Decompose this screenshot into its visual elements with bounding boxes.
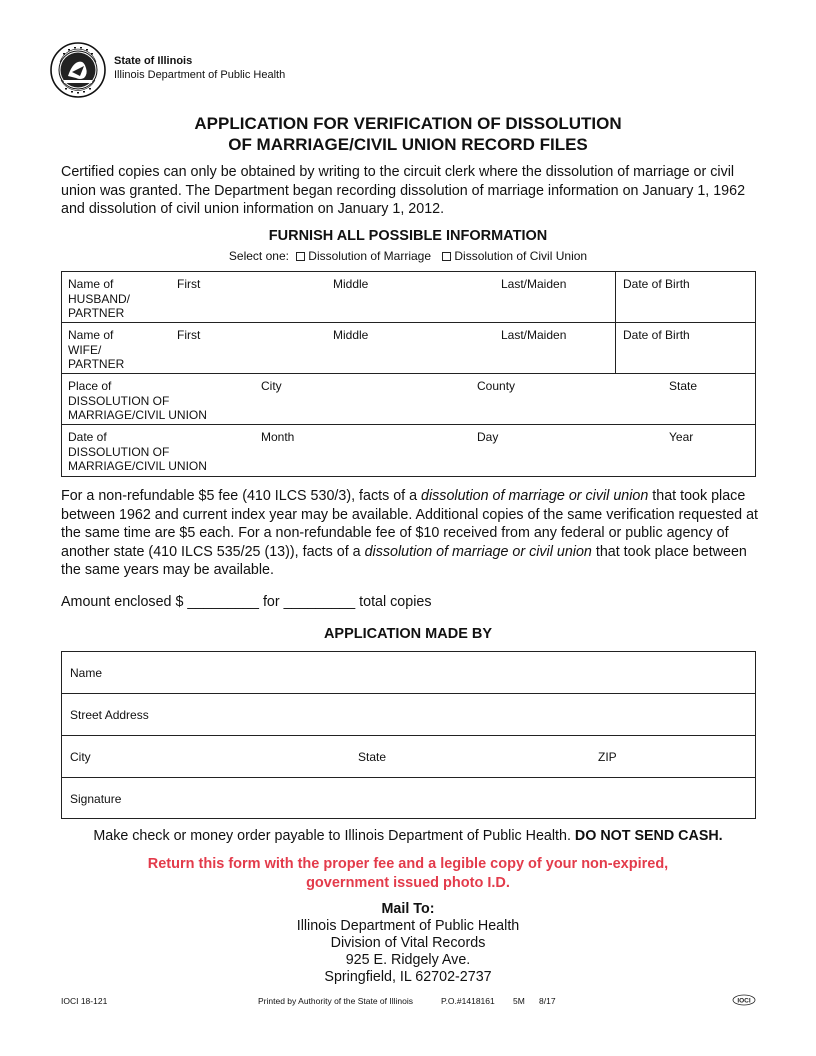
applicant-name-field[interactable] <box>62 652 755 694</box>
dissolution-marriage-label: Dissolution of Marriage <box>308 249 432 263</box>
illinois-seal-icon <box>50 42 106 98</box>
husband-middle-label: Middle <box>333 277 369 291</box>
record-info-table <box>61 271 756 477</box>
form-title-line1: APPLICATION FOR VERIFICATION OF DISSOLUTION <box>194 114 622 133</box>
state-name: State of Illinois <box>114 55 193 67</box>
select-one-label: Select one: <box>228 249 289 263</box>
husband-row[interactable] <box>62 272 755 323</box>
wife-middle-label: Middle <box>333 328 369 342</box>
place-county-label: County <box>477 379 516 393</box>
place-row-label: Place of DISSOLUTION OF MARRIAGE/CIVIL UNION <box>68 379 207 422</box>
applicant-table <box>61 651 756 819</box>
svg-text:IOCI: IOCI <box>737 997 751 1005</box>
wife-first-label: First <box>177 328 201 342</box>
return-notice: Return this form with the proper fee and a legible copy of your non-expired, government issued photo I.D. <box>147 856 669 891</box>
husband-row-label: Name of HUSBAND/ PARTNER <box>68 277 131 320</box>
husband-first-label: First <box>177 277 201 291</box>
department-name: Illinois Department of Public Health <box>114 69 286 81</box>
select-one-row <box>0 249 816 263</box>
applicant-street-field[interactable] <box>62 694 755 736</box>
wife-dob-label: Date of Birth <box>623 328 690 342</box>
applicant-signature-field[interactable] <box>62 778 755 820</box>
husband-last-label: Last/Maiden <box>501 277 567 291</box>
print-date: 8/17 <box>539 996 556 1006</box>
dissolution-civil-union-label: Dissolution of Civil Union <box>454 249 588 263</box>
intro-paragraph: Certified copies can only be obtained by writing to the circuit clerk where the dissolution of marriage or civil union was granted. The Department began recording dissolution of marriage information on January 1, 1962 and dissolution of civil union information on January 1, 2012. <box>61 164 746 217</box>
dissolution-civil-union-checkbox[interactable] <box>442 252 451 261</box>
union-bug-icon <box>732 994 756 1006</box>
applicant-name-label: Name <box>70 666 103 680</box>
furnish-heading: FURNISH ALL POSSIBLE INFORMATION <box>268 228 548 244</box>
print-quantity: 5M <box>513 996 525 1006</box>
date-row-label: Date of DISSOLUTION OF MARRIAGE/CIVIL UNION <box>68 430 207 473</box>
payable-instructions: Make check or money order payable to Illinois Department of Public Health. DO NOT SEND CASH. <box>93 828 723 844</box>
dissolution-marriage-checkbox[interactable] <box>296 252 305 261</box>
po-number: P.O.#1418161 <box>441 996 495 1006</box>
mail-to-title: Mail To: <box>381 901 435 917</box>
agency-header <box>114 54 285 82</box>
application-made-by-heading: APPLICATION MADE BY <box>323 626 493 642</box>
applicant-city-state-zip-field[interactable] <box>62 736 755 778</box>
applicant-signature-label: Signature <box>70 792 122 806</box>
applicant-street-label: Street Address <box>70 708 149 722</box>
date-row[interactable] <box>62 425 755 476</box>
form-title <box>0 113 816 155</box>
applicant-zip-label: ZIP <box>598 750 617 764</box>
husband-dob-label: Date of Birth <box>623 277 690 291</box>
fee-paragraph: For a non-refundable $5 fee (410 ILCS 530/3), facts of a dissolution of marriage or civil union that took place between 1962 and current index year may be available. Additional copies of the same verification requested at the same time are $5 each. For a non-refundable fee of $10 received from any federal or public agency of another state (410 ILCS 535/25 (13)), facts of a dissolution of marriage or civil union that took place between the same years may be available. <box>61 488 759 578</box>
mail-to-address: Mail To: Illinois Department of Public Health Division of Vital Records 925 E. Ridgely Ave. Springfield, IL 62702-2737 <box>0 901 816 986</box>
total-copies-field[interactable]: _________ <box>283 594 356 610</box>
wife-row-label: Name of WIFE/ PARTNER <box>68 328 125 371</box>
printed-by-note: Printed by Authority of the State of Illinois <box>258 996 413 1006</box>
column-divider <box>615 272 616 323</box>
column-divider <box>615 323 616 374</box>
date-year-label: Year <box>669 430 694 444</box>
form-id: IOCI 18-121 <box>61 996 108 1006</box>
date-month-label: Month <box>261 430 295 444</box>
wife-last-label: Last/Maiden <box>501 328 567 342</box>
amount-line: Amount enclosed $ _________ for _________ total copies <box>61 594 432 610</box>
amount-label: Amount enclosed $ <box>61 594 184 610</box>
date-day-label: Day <box>477 430 499 444</box>
place-row[interactable] <box>62 374 755 425</box>
applicant-city-label: City <box>70 750 91 764</box>
place-city-label: City <box>261 379 282 393</box>
place-state-label: State <box>669 379 698 393</box>
wife-row[interactable] <box>62 323 755 374</box>
amount-enclosed-field[interactable]: _________ <box>187 594 259 610</box>
form-title-line2: OF MARRIAGE/CIVIL UNION RECORD FILES <box>228 135 588 154</box>
applicant-state-label: State <box>358 750 387 764</box>
